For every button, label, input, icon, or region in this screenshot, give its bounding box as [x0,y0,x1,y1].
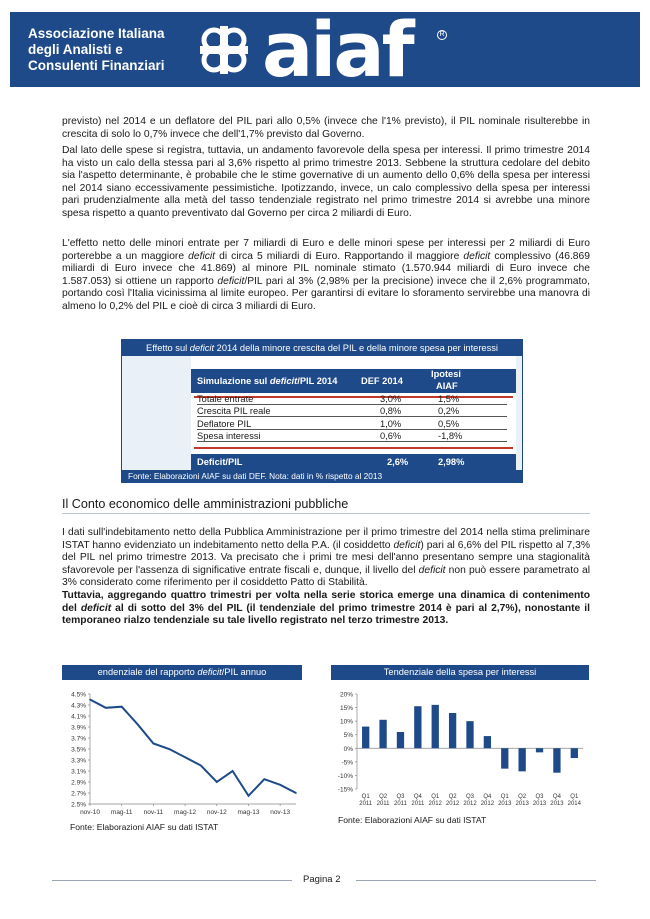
chart-2-bar [536,748,543,752]
table-title [122,340,522,356]
chart-2-bar [414,706,421,748]
paragraph-5-text: Tuttavia, aggregando quattro trimestri per volta nella serie storica emerge una dinamica di contenimento del [62,590,590,614]
chart-1-data-point [105,707,107,709]
chart-2-x-tick-label: Q3 [465,794,475,800]
table-cell-def: 1,0% [380,419,402,429]
paragraph-4-italic: deficit [418,564,446,576]
table-cell-aiaf: 0,5% [438,419,460,429]
paragraph-5-text: al di sotto del 3% del PIL (il tendenziale del primo trimestre 2014 è pari al 2,7%), nonostante il temporaneo rialzo tendenziale su tale livello registrato nel terzo trimestre 2013. [62,602,590,627]
chart-1-data-point [89,699,91,701]
table-cell-label: Spesa interessi [197,431,261,441]
section-title: Il Conto economico delle amministrazioni pubbliche [62,497,349,511]
aiaf-logo: aiaf [262,5,412,94]
chart-2-title: Tendenziale della spesa per interessi [331,665,589,680]
chart-2-bar [553,748,560,772]
chart-2-bar [449,713,456,748]
table-total-aiaf: 2,98% [438,457,465,467]
chart-1-data-point [168,748,170,750]
table-header-def: DEF 2014 [361,376,403,386]
chart-1-line-plot [62,682,302,822]
chart-1-y-tick-label: 3.7% [71,735,86,743]
chart-2-x-tick-label: Q1 [431,794,440,800]
paragraph-3-italic: deficit [188,250,216,262]
chart-2-bar [501,748,508,768]
chart-2-x-tick-label: Q2 [448,794,457,800]
chart-2-x-tick-label: 2012 [463,801,477,807]
table-header-simulation: Simulazione sul deficit/PIL 2014 [197,376,338,386]
chart-1-y-tick-label: 2.9% [71,779,86,787]
chart-1-x-tick-label: nov-12 [206,809,227,816]
chart-1-y-tick-label: 4.5% [71,691,86,699]
paragraph-5-italic: deficit [80,602,112,614]
paragraph-3-text: /PIL pari al 3% (2,98% per la precisione) invece che il 2,6% programmato, portando così l'Italia vicinissima al limite europeo. Per garantirsi di evitare lo sforamento servirebbe una manovra di almeno lo 0,2% del PIL e cioè di circa 3 miliardi di Euro. [62,275,590,312]
paragraph-5 [62,590,590,628]
table-cell-label: Totale entrate [197,394,254,404]
chart-1-data-point [184,756,186,758]
footer-rule-left [52,880,292,881]
table-cell-aiaf: 1,5% [438,394,460,404]
chart-2-y-tick-label: 5% [343,732,353,740]
chart-2-x-tick-label: Q4 [552,794,561,800]
chart-1-x-tick-label: nov-11 [143,809,164,816]
chart-2-bar-plot [331,682,589,812]
table-row [197,419,507,430]
paragraph-3 [62,238,590,314]
paragraph-2: Dal lato delle spese si registra, tuttavia, un andamento favorevole della spesa per interessi. Il primo trimestre 2014 ha visto un calo della stessa pari al 3,6% rispetto al primo trimestre 2013. Sebbene la struttura cedolare del debito sia l'aspetto determinante, è probabile che le stime governative di un aumento dello 0,6% della spesa per interessi nel 2014 siano eccessivamente pessimistiche. Ipotizzando, invece, un calo complessivo della spesa per interessi pari prudenzialmente alla metà del tasso tendenziale registrato nel primo trimestre 2014 si avrebbe una minore spesa rispetto a quanto preventivato dal Governo per circa 2 miliardi di Euro. [62,145,590,219]
paragraph-4-text: I dati sull'indebitamento netto della Pubblica Amministrazione per il primo trimestre del 2014 nella stima preliminare ISTAT hanno evidenziato un indebitamento netto della P.A. (il cosiddetto [62,527,590,551]
table-source: Fonte: Elaborazioni AIAF su dati DEF. Nota: dati in % rispetto al 2013 [122,470,522,483]
chart-2-y-tick-label: -5% [341,759,353,767]
table-cell-label: Crescita PIL reale [197,406,271,416]
chart-2-x-tick-label: 2011 [359,801,373,807]
chart-2-x-tick-label: Q3 [396,794,405,800]
chart-1-title: endenziale del rapporto deficit/PIL annuo [62,665,302,680]
chart-2-x-tick-label: 2011 [411,801,425,807]
chart-2-y-tick-label: -15% [337,786,353,794]
table-total-label: Deficit/PIL [197,457,243,467]
chart-2-bar [379,720,386,749]
chart-2-source: Fonte: Elaborazioni AIAF su dati ISTAT [338,815,487,825]
org-line-1: Associazione Italiana [28,26,165,41]
chart-1-data-point [248,795,250,797]
chart-2-y-tick-label: -10% [337,772,353,780]
chart-2-bar [466,721,473,748]
chart-2-x-tick-label: 2011 [394,801,407,807]
table-header-ipotesi: Ipotesi [431,369,461,379]
chart-2-x-tick-label: Q3 [535,794,544,800]
chart-2-y-tick-label: 10% [339,718,353,726]
chart-2-bar [519,748,526,771]
chart-2-x-tick-label: 2011 [376,801,390,807]
table-cell-aiaf: -1,8% [438,431,463,441]
chart-1-y-tick-label: 4.1% [71,713,86,721]
table-total-def: 2,6% [387,457,409,467]
chart-1-data-point [279,784,281,786]
chart-1-x-tick-label: mag-13 [237,809,260,816]
table-cell-aiaf: 0,2% [438,406,460,416]
chart-1-y-tick-label: 3.5% [71,746,86,754]
chart-2-x-tick-label: 2012 [480,801,495,807]
chart-1-source: Fonte: Elaborazioni AIAF su dati ISTAT [70,822,219,832]
chart-1-data-point [153,743,155,745]
paragraph-3-italic: deficit [463,250,491,262]
chart-2-bar [362,727,369,749]
table-cell-label: Deflatore PIL [197,419,252,429]
section-divider [62,513,590,514]
paragraph-4 [62,527,590,590]
paragraph-3-text: complessivo (46.869 miliardi di Euro invece che 41.869) al minore PIL nominale stimato (1.570.944 miliardi di Euro invece che 1.587.053) si ottiene un rapporto [62,250,590,287]
chart-2-x-tick-label: 2013 [498,801,512,807]
table-title-text: 2014 della minore crescita del PIL e della minore spesa per interessi [214,343,498,353]
footer-rule-right [356,880,596,881]
table-row [197,406,507,417]
chart-2-x-tick-label: 2012 [428,801,442,807]
emblem-logo-icon [196,22,252,78]
chart-1-data-point [121,706,123,708]
paragraph-1: previsto) nel 2014 e un deflatore del PIL pari allo 0,5% (invece che l'1% previsto), il PIL nominale risulterebbe in crescita di solo lo 0,7% invece che dell'1,7% previsto dal Governo. [62,116,590,140]
chart-1-x-tick-label: nov-13 [270,809,291,816]
chart-2-x-tick-label: 2012 [445,801,460,807]
header-banner [10,5,640,94]
table-header [191,369,516,393]
table-row [197,431,507,442]
chart-2-x-tick-label: Q1 [361,794,370,800]
chart-2-bar [571,748,578,758]
organization-name [28,26,165,74]
table-title-italic: deficit [189,343,215,353]
chart-2-bar [432,705,439,748]
chart-1-y-tick-label: 3.9% [71,724,86,732]
chart-1-series-line [90,700,296,796]
chart-2-x-tick-label: Q1 [500,794,509,800]
chart-2-y-tick-label: 20% [339,691,353,699]
chart-2-x-tick-label: Q4 [483,794,492,800]
chart-2-y-tick-label: 0% [343,745,353,753]
deficit-table [121,339,523,483]
chart-1-x-tick-label: mag-11 [110,809,133,816]
chart-1-data-point [216,781,218,783]
chart-1-data-point [232,770,234,772]
chart-2-x-tick-label: 2014 [567,801,581,807]
chart-1-x-tick-label: nov-10 [80,809,100,816]
chart-1-y-tick-label: 2.5% [71,801,86,809]
paragraph-4-text: non può essere parametrato al 3% considerato come riferimento per il cosiddetto Patto di Stabilità. [62,564,590,589]
table-header-aiaf: AIAF [436,381,458,391]
chart-2-bar [484,736,491,748]
chart-2-x-tick-label: 2013 [515,801,529,807]
chart-1-y-tick-label: 3.3% [71,757,86,765]
table-total-row [191,454,516,470]
page-number: Pagina 2 [303,874,341,885]
paragraph-3-text: L'effetto netto delle minori entrate per 7 miliardi di Euro e delle minori spese per interessi per 2 miliardi di Euro porterebbe a un maggiore [62,238,590,262]
chart-1-y-tick-label: 3.1% [71,768,86,776]
paragraph-4-italic: deficit [393,539,421,551]
table-title-text: Effetto sul [146,343,190,353]
table-row [197,394,507,405]
paragraph-4-text: ) pari al 6,6% del PIL rispetto al 7,3% del PIL nel primo trimestre 2013. Va precisato che i primi tre mesi dell'anno presentano sempre una stagionalità sfavorevole per l'assenza di significative entrate fiscali e, dunque, il livello del [62,539,590,576]
table-cell-def: 0,6% [380,431,402,441]
chart-2-x-tick-label: 2013 [532,801,547,807]
chart-2-x-tick-label: 2013 [550,801,564,807]
chart-1-y-tick-label: 2.7% [71,790,86,798]
chart-2-x-tick-label: Q2 [379,794,388,800]
chart-1-data-point [295,792,297,794]
chart-2-bar [397,732,404,748]
org-line-2: degli Analisti e [28,42,123,57]
chart-2-x-tick-label: Q1 [570,794,579,800]
paragraph-3-italic: deficit [217,275,245,287]
registered-mark-icon: R [437,30,447,40]
chart-1-data-point [137,723,139,725]
table-cell-def: 0,8% [380,406,402,416]
table-divider [194,447,513,449]
chart-2-y-tick-label: 15% [339,705,353,713]
chart-2-x-tick-label: Q4 [413,794,422,800]
table-cell-def: 3,0% [380,394,402,404]
chart-1-data-point [264,778,266,780]
chart-1-data-point [200,765,202,767]
paragraph-3-text: di circa 5 miliardi di Euro. Rapportando il maggiore [215,250,464,262]
chart-2-x-tick-label: Q2 [518,794,527,800]
org-line-3: Consulenti Finanziari [28,58,165,73]
chart-1-y-tick-label: 4.3% [71,702,86,710]
chart-1-x-tick-label: mag-12 [174,809,197,816]
